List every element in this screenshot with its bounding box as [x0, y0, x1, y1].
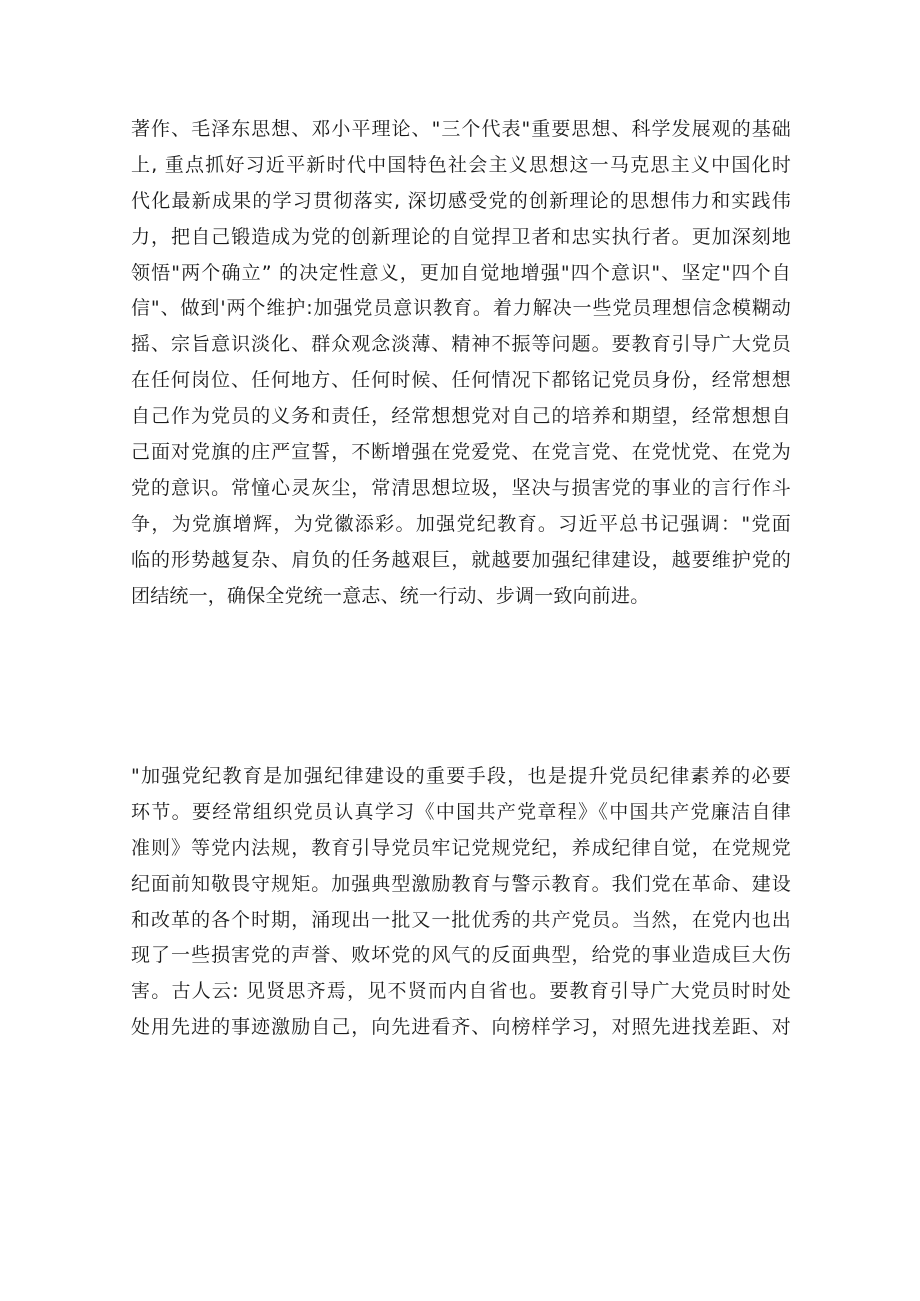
paragraph-2 [131, 759, 791, 1046]
text-line: 上, 重点抓好习近平新时代中国特色社会主义思想这一马克思主义中国化时 [131, 153, 791, 176]
text-line: 临的形势越复杂、肩负的任务越艰巨，就越要加强纪律建设，越要维护党的 [131, 548, 791, 571]
text-line: 自己作为党员的义务和责任，经常想想党对自己的培养和期望，经常想想自 [131, 405, 791, 428]
text-line: "加强党纪教育是加强纪律建设的重要手段，也是提升党员纪律素养的必要 [131, 765, 791, 787]
text-line: 准则》等党内法规，教育引导党员牢记党规党纪，养成纪律自觉，在党规党 [131, 836, 791, 859]
paragraph-1 [131, 112, 791, 614]
text-line: 著作、毛泽东思想、邓小平理论、"三个代表"重要思想、科学发展观的基础 [131, 118, 791, 140]
text-line: 现了一些损害党的声誉、败坏党的风气的反面典型，给党的事业造成巨大伤 [131, 944, 791, 967]
text-line: 害。古人云: 见贤思齐焉，见不贤而内自省也。要教育引导广大党员时时处 [131, 980, 791, 1003]
text-line: 争，为党旗增辉，为党徽添彩。加强党纪教育。习近平总书记强调："党面 [131, 512, 791, 535]
text-line: 团结统一，确保全党统一意志、统一行动、步调一致向前进。 [131, 584, 650, 607]
text-line: 环节。要经常组织党员认真学习《中国共产党章程》《中国共产党廉洁自律 [131, 800, 791, 823]
text-line: 领悟"两个确立” 的决定性意义，更加自觉地增强"四个意识"、坚定"四个自 [131, 261, 791, 284]
text-line: 和改革的各个时期，涌现出一批又一批优秀的共产党员。当然，在党内也出 [131, 908, 791, 931]
text-line: 摇、宗旨意识淡化、群众观念淡薄、精神不振等问题。要教育引导广大党员 [131, 333, 791, 356]
text-line: 纪面前知敬畏守规矩。加强典型激励教育与警示教育。我们党在革命、建设 [131, 872, 791, 895]
text-line: 信"、做到'两个维护:加强党员意识教育。着力解决一些党员理想信念模糊动 [131, 297, 791, 320]
text-line: 处用先进的事迹激励自己，向先进看齐、向榜样学习，对照先进找差距、对 [131, 1016, 791, 1039]
text-line: 党的意识。常憧心灵灰尘，常清思想垃圾，坚决与损害党的事业的言行作斗 [131, 476, 791, 499]
text-line: 己面对党旗的庄严宣誓，不断增强在党爱党、在党言党、在党忧党、在党为 [131, 441, 791, 464]
text-line: 代化最新成果的学习贯彻落实, 深切感受党的创新理论的思想伟力和实践伟 [131, 189, 791, 212]
text-line: 在任何岗位、任何地方、任何时候、任何情况下都铭记党员身份，经常想想 [131, 369, 791, 392]
text-line: 力，把自己锻造成为党的创新理论的自觉捍卫者和忠实执行者。更加深刻地 [131, 225, 791, 248]
